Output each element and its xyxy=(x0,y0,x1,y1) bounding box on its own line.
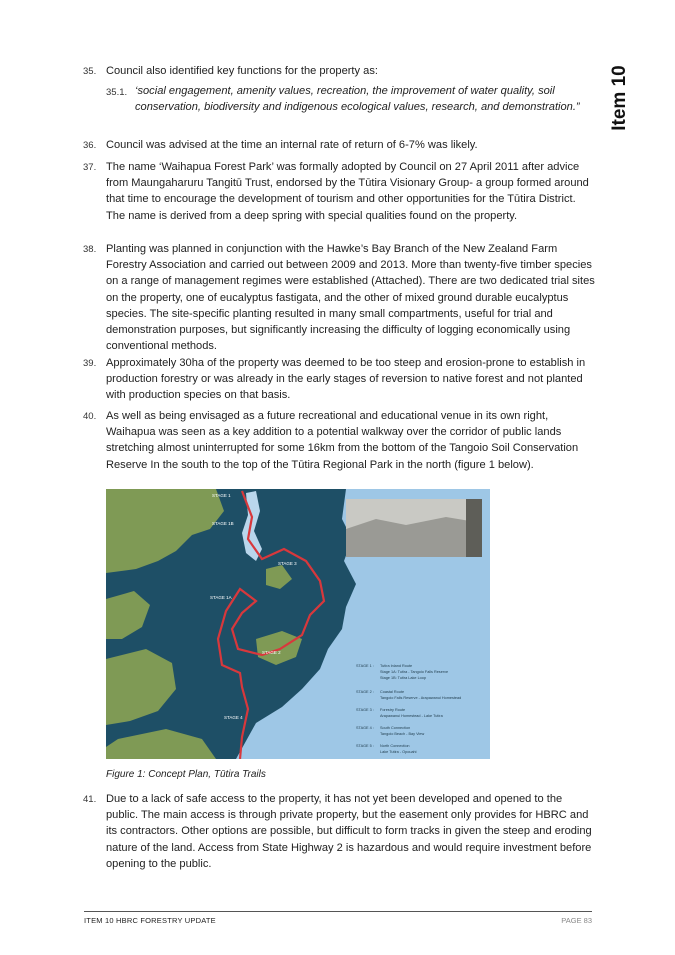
stage-label: STAGE 3 xyxy=(278,561,297,566)
footer-title: ITEM 10 HBRC FORESTRY UPDATE xyxy=(84,916,216,925)
legend-line: Stage 1A: Tutira - Tangoio Falls Reserve xyxy=(380,670,449,674)
para-number: 41. xyxy=(83,794,97,805)
figure-caption: Figure 1: Concept Plan, Tūtira Trails xyxy=(106,769,266,780)
para-number: 40. xyxy=(83,411,97,422)
stage-label: STAGE 1B xyxy=(212,521,234,526)
stage-label: STAGE 1A xyxy=(210,595,232,600)
sub-item-number: 35.1. xyxy=(106,87,128,98)
legend-key: STAGE 3 : xyxy=(356,708,374,712)
paragraph-text: Council was advised at the time an internal rate of return of 6-7% was likely. xyxy=(106,139,478,151)
legend-line: South Connection xyxy=(380,726,411,730)
photo-tree xyxy=(466,499,482,557)
para-number: 35. xyxy=(83,66,97,77)
legend-line: Stage 1B: Tutira Lake Loop xyxy=(380,676,427,680)
paragraph-text: As well as being envisaged as a future recreational and educational venue in its own right, Waihapua was seen as a key addition to a potential walkway over the corridor of public lands stretching almost uninterrupted for some 16km from the bottom of the Tangoio Soil Conservation Reserve In the south to the top of the Tūtira Regional Park in the north (figure 1 below). xyxy=(106,410,579,471)
legend-line: Forestry Route xyxy=(380,708,406,712)
footer-divider xyxy=(84,911,592,912)
sub-item-quote: ‘social engagement, amenity values, recreation, the improvement of water quality, soil conservation, biodiversity and indigenous ecological values, research, and demonstration.” xyxy=(135,85,580,114)
legend-key: STAGE 2 : xyxy=(356,690,374,694)
concept-plan-map xyxy=(106,489,490,759)
legend-line: North Connection xyxy=(380,744,410,748)
paragraph-text: The name ‘Waihapua Forest Park’ was formally adopted by Council on 27 April 2011 after advice from Maungaharuru Tangitū Trust, endorsed by the Tūtira Visionary Group- a group formed around that time to encourage the development of tourism and other opportunities for the Tūtira District. The name is derived from a deep spring with special qualities found on the property. xyxy=(106,161,589,222)
item-side-tag xyxy=(598,62,642,134)
para-number: 36. xyxy=(83,140,97,151)
legend-line: Lake Tutira - Opouahi xyxy=(380,750,417,754)
legend-key: STAGE 5 : xyxy=(356,744,374,748)
stage-label: STAGE 1 xyxy=(212,493,231,498)
paragraph-text: Approximately 30ha of the property was deemed to be too steep and erosion-prone to establish in production forestry or was already in the early stages of reversion to native forest and not planted with production species on that basis. xyxy=(106,357,586,402)
legend-line: Tutira Inland Route xyxy=(380,664,413,668)
paragraph-text: Due to a lack of safe access to the property, it has not yet been developed and opened to the public. The main access is through private property, but the easement only provides for HBRC and its contractors. Other options are possible, but difficult to form tracks in given the steep and eroding nature of the land. Access from State Highway 2 is hazardous and would require investment before opening to the public. xyxy=(106,793,592,870)
legend-line: Tangoio Beach - Bay View xyxy=(380,732,425,736)
stage-label: STAGE 2 xyxy=(262,650,281,655)
map-svg xyxy=(106,489,490,759)
legend-key: STAGE 1 : xyxy=(356,664,374,668)
item-side-tag-text: Item 10 xyxy=(609,65,630,131)
para-number: 38. xyxy=(83,244,97,255)
legend-key: STAGE 4 : xyxy=(356,726,374,730)
paragraph-text: Planting was planned in conjunction with the Hawke’s Bay Branch of the New Zealand Farm Forestry Association and carried out between 2009 and 2013. More than twenty-five timber species on a range of management regimes were established (Attached). There are two dedicated trial sites on the property, one of eucalyptus fastigata, and the other of mixed ground durable eucalyptus species. The site-specific planting resulted in many small compartments, useful for trial and demonstration purposes, but significantly increasing the difficulty of logging economically using conventional methods. xyxy=(106,243,595,353)
paragraph-text: Council also identified key functions for the property as: xyxy=(106,65,378,77)
stage-label: STAGE 4 xyxy=(224,715,243,720)
legend-line: Tangoio Falls Reserve - Arapawanui Homestead xyxy=(380,696,462,700)
legend-line: Arapawanui Homestead - Lake Tutira xyxy=(380,714,443,718)
para-number: 39. xyxy=(83,358,97,369)
footer-page-number: PAGE 83 xyxy=(561,916,592,925)
legend-line: Coastal Route xyxy=(380,690,405,694)
para-number: 37. xyxy=(83,162,97,173)
